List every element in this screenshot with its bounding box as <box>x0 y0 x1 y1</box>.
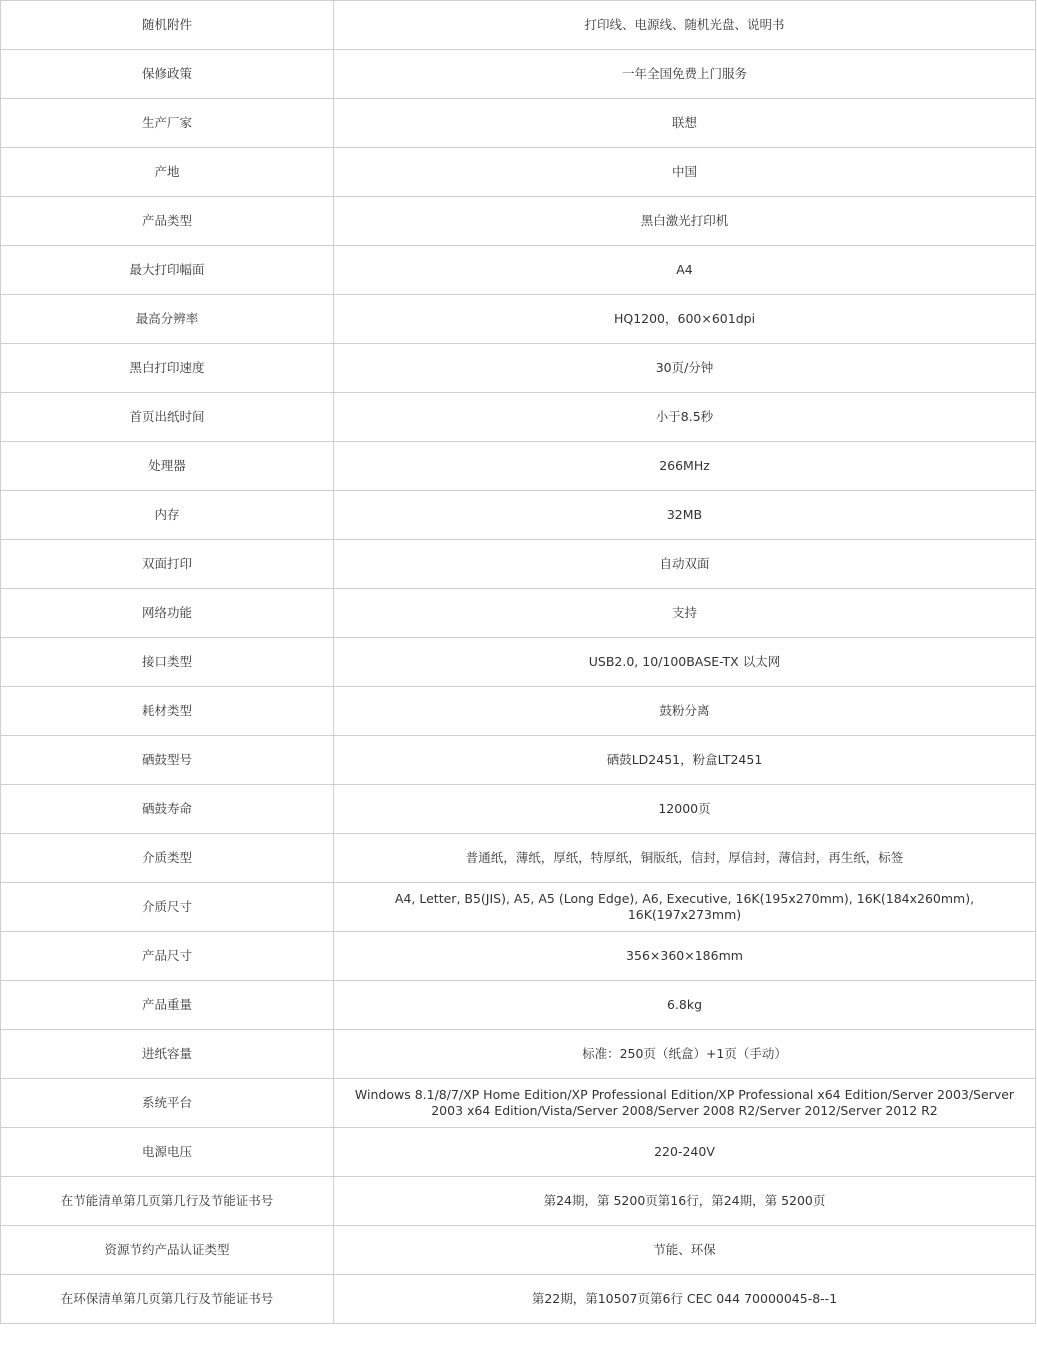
spec-row <box>1 687 1036 736</box>
spec-row <box>1 1177 1036 1226</box>
spec-label: 接口类型 <box>1 638 334 687</box>
spec-value: 普通纸，薄纸，厚纸，特厚纸，铜版纸，信封，厚信封，薄信封，再生纸，标签 <box>334 834 1036 883</box>
spec-value: 6.8kg <box>334 981 1036 1030</box>
spec-value: USB2.0, 10/100BASE-TX 以太网 <box>334 638 1036 687</box>
spec-label: 资源节约产品认证类型 <box>1 1226 334 1275</box>
spec-label: 进纸容量 <box>1 1030 334 1079</box>
spec-table-body <box>1 1 1036 1324</box>
spec-row <box>1 50 1036 99</box>
spec-value: 黑白激光打印机 <box>334 197 1036 246</box>
spec-label: 在环保清单第几页第几行及节能证书号 <box>1 1275 334 1324</box>
spec-row <box>1 1 1036 50</box>
spec-label: 首页出纸时间 <box>1 393 334 442</box>
spec-row <box>1 638 1036 687</box>
spec-value: 自动双面 <box>334 540 1036 589</box>
spec-row <box>1 540 1036 589</box>
spec-label: 处理器 <box>1 442 334 491</box>
spec-value: 32MB <box>334 491 1036 540</box>
spec-value: 硒鼓LD2451，粉盒LT2451 <box>334 736 1036 785</box>
spec-label: 产品类型 <box>1 197 334 246</box>
spec-value: 鼓粉分离 <box>334 687 1036 736</box>
spec-label: 产品重量 <box>1 981 334 1030</box>
spec-value: 一年全国免费上门服务 <box>334 50 1036 99</box>
spec-label: 随机附件 <box>1 1 334 50</box>
spec-label: 电源电压 <box>1 1128 334 1177</box>
spec-row <box>1 981 1036 1030</box>
spec-row <box>1 246 1036 295</box>
spec-label: 内存 <box>1 491 334 540</box>
spec-value: 220-240V <box>334 1128 1036 1177</box>
spec-label: 保修政策 <box>1 50 334 99</box>
spec-row <box>1 393 1036 442</box>
spec-value: 联想 <box>334 99 1036 148</box>
spec-row <box>1 442 1036 491</box>
spec-value: 打印线、电源线、随机光盘、说明书 <box>334 1 1036 50</box>
spec-row <box>1 834 1036 883</box>
spec-value: 中国 <box>334 148 1036 197</box>
spec-label: 产品尺寸 <box>1 932 334 981</box>
spec-label: 硒鼓寿命 <box>1 785 334 834</box>
spec-row <box>1 736 1036 785</box>
spec-label: 耗材类型 <box>1 687 334 736</box>
spec-value: 支持 <box>334 589 1036 638</box>
spec-row <box>1 344 1036 393</box>
spec-row <box>1 785 1036 834</box>
spec-value: HQ1200，600×601dpi <box>334 295 1036 344</box>
spec-label: 网络功能 <box>1 589 334 638</box>
spec-label: 最高分辨率 <box>1 295 334 344</box>
spec-value: 第22期，第10507页第6行 CEC 044 70000045-8--1 <box>334 1275 1036 1324</box>
spec-label: 生产厂家 <box>1 99 334 148</box>
spec-row <box>1 99 1036 148</box>
spec-row <box>1 1128 1036 1177</box>
spec-label: 双面打印 <box>1 540 334 589</box>
spec-row <box>1 491 1036 540</box>
spec-value: 节能、环保 <box>334 1226 1036 1275</box>
spec-label: 产地 <box>1 148 334 197</box>
spec-row <box>1 883 1036 932</box>
spec-row <box>1 148 1036 197</box>
spec-label: 黑白打印速度 <box>1 344 334 393</box>
spec-value: 266MHz <box>334 442 1036 491</box>
spec-label: 在节能清单第几页第几行及节能证书号 <box>1 1177 334 1226</box>
spec-row <box>1 197 1036 246</box>
spec-value: 356×360×186mm <box>334 932 1036 981</box>
spec-value: 标准：250页（纸盒）+1页（手动） <box>334 1030 1036 1079</box>
spec-label: 介质类型 <box>1 834 334 883</box>
spec-row <box>1 1226 1036 1275</box>
spec-value: 小于8.5秒 <box>334 393 1036 442</box>
spec-value: A4 <box>334 246 1036 295</box>
spec-label: 系统平台 <box>1 1079 334 1128</box>
spec-row <box>1 1275 1036 1324</box>
spec-value: 第24期，第 5200页第16行，第24期，第 5200页 <box>334 1177 1036 1226</box>
spec-value: A4, Letter, B5(JIS), A5, A5 (Long Edge), A6, Executive, 16K(195x270mm), 16K(184x260mm), 16K(197x273mm) <box>334 883 1036 932</box>
spec-row <box>1 295 1036 344</box>
spec-row <box>1 1079 1036 1128</box>
spec-row <box>1 1030 1036 1079</box>
spec-value: 12000页 <box>334 785 1036 834</box>
spec-label: 硒鼓型号 <box>1 736 334 785</box>
spec-value: 30页/分钟 <box>334 344 1036 393</box>
spec-label: 介质尺寸 <box>1 883 334 932</box>
spec-label: 最大打印幅面 <box>1 246 334 295</box>
spec-row <box>1 932 1036 981</box>
spec-row <box>1 589 1036 638</box>
spec-value: Windows 8.1/8/7/XP Home Edition/XP Professional Edition/XP Professional x64 Edition/Server 2003/Server 2003 x64 Edition/Vista/Server 2008/Server 2008 R2/Server 2012/Server 2012 R2 <box>334 1079 1036 1128</box>
